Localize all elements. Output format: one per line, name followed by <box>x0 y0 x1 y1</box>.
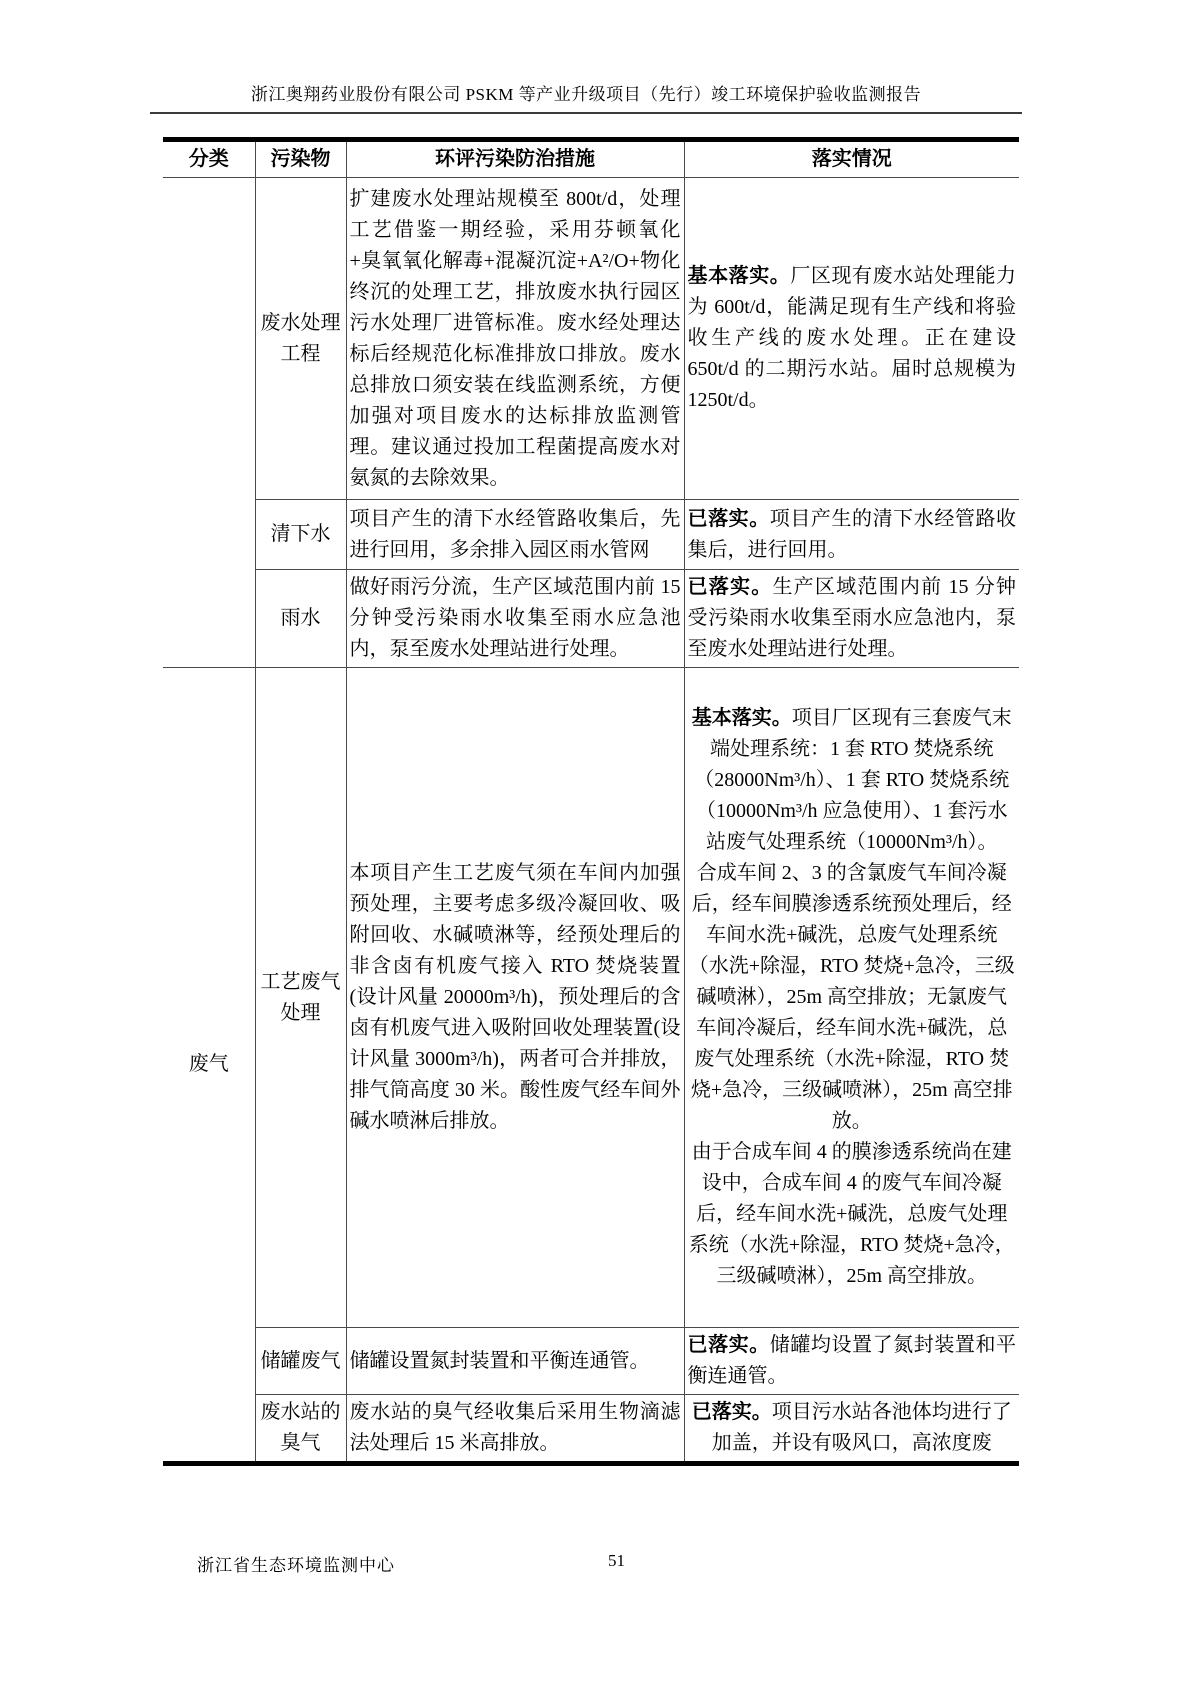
measures-table <box>163 137 1019 1466</box>
pollutant-cell: 工艺废气处理 <box>255 668 346 1328</box>
header-divider <box>150 112 1022 114</box>
page-title: 浙江奥翔药业股份有限公司 PSKM 等产业升级项目（先行）竣工环境保护验收监测报告 <box>250 85 922 104</box>
measure-cell: 扩建废水处理站规模至 800t/d，处理工艺借鉴一期经验，采用芬顿氧化+臭氧氧化解毒+混凝沉淀+A²/O+物化终沉的处理工艺，排放废水执行园区污水处理厂进管标准。废水经处理达标后经规范化标准排放口排放。废水总排放口须安装在线监测系统，方便加强对项目废水的达标排放监测管理。建议通过投加工程菌提高废水对氨氮的去除效果。 <box>346 178 684 500</box>
status-cell <box>684 1395 1019 1464</box>
status-lead: 基本落实。 <box>687 265 791 287</box>
column-header-measures: 环评污染防治措施 <box>346 140 684 178</box>
table-header-row <box>163 140 1019 178</box>
pollutant-cell: 储罐废气 <box>255 1328 346 1395</box>
column-header-category: 分类 <box>163 140 255 178</box>
status-lead: 已落实。 <box>687 1334 770 1356</box>
category-cell-wastewater <box>163 178 255 668</box>
pollutant-cell: 雨水 <box>255 570 346 668</box>
status-text: 厂区现有废水站处理能力为 600t/d，能满足现有生产线和将验收生产线的废水处理。正在建设 650t/d 的二期污水站。届时总规模为 1250t/d。 <box>687 265 1017 411</box>
status-lead: 基本落实。 <box>691 707 792 729</box>
status-cell <box>684 500 1019 570</box>
measure-cell: 废水站的臭气经收集后采用生物滴滤法处理后 15 米高排放。 <box>346 1395 684 1464</box>
column-header-pollutant: 污染物 <box>255 140 346 178</box>
status-paragraph: 由于合成车间 4 的膜渗透系统尚在建设中，合成车间 4 的废气车间冷凝后，经车间水洗+碱洗，总废气处理系统（水洗+除湿，RTO 焚烧+急冷，三级碱喷淋），25m 高空排放。 <box>688 1141 1015 1287</box>
status-paragraph: 合成车间 2、3 的含氯废气车间冷凝后，经车间膜渗透系统预处理后，经车间水洗+碱洗，总废气处理系统（水洗+除湿，RTO 焚烧+急冷，三级碱喷淋），25m 高空排放；无氯废气车间冷凝后，经车间水洗+碱洗，总废气处理系统（水洗+除湿，RTO 焚烧+急冷，三级碱喷淋），25m 高空排放。 <box>688 862 1015 1132</box>
status-lead: 已落实。 <box>691 1401 772 1423</box>
status-cell <box>684 570 1019 668</box>
footer-page-number: 51 <box>608 1551 625 1570</box>
status-cell <box>684 668 1019 1328</box>
column-header-status: 落实情况 <box>684 140 1019 178</box>
pollutant-cell: 清下水 <box>255 500 346 570</box>
table-row-wastewater-plant <box>163 178 1019 500</box>
status-text: 生产区域范围内前 15 分钟受污染雨水收集至雨水应急池内，泵至废水处理站进行处理。 <box>687 576 1017 660</box>
status-text: 项目厂区现有三套废气末端处理系统：1 套 RTO 焚烧系统（28000Nm³/h）、1 套 RTO 焚烧系统（10000Nm³/h 应急使用）、1 套污水站废气处理系统（10000Nm³/h）。 <box>694 707 1012 853</box>
status-lead: 已落实。 <box>687 507 770 530</box>
status-lead: 已落实。 <box>687 576 773 598</box>
pollutant-cell: 废水站的臭气 <box>255 1395 346 1464</box>
status-text: 储罐均设置了氮封装置和平衡连通管。 <box>687 1334 1017 1387</box>
table-row-clean-water <box>163 500 1019 570</box>
pollutant-cell: 废水处理工程 <box>255 178 346 500</box>
status-text: 项目污水站各池体均进行了加盖，并设有吸风口，高浓度废 <box>711 1401 1012 1454</box>
table-row-tank-gas <box>163 1328 1019 1395</box>
table-row-process-gas <box>163 668 1019 1328</box>
status-text: 项目产生的清下水经管路收集后，进行回用。 <box>687 507 1017 561</box>
table-row-rainwater <box>163 570 1019 668</box>
status-cell <box>684 1328 1019 1395</box>
measure-cell: 储罐设置氮封装置和平衡连通管。 <box>346 1328 684 1395</box>
measure-cell: 做好雨污分流，生产区域范围内前 15 分钟受污染雨水收集至雨水应急池内，泵至废水处理站进行处理。 <box>346 570 684 668</box>
footer-organization: 浙江省生态环境监测中心 <box>197 1556 395 1575</box>
status-cell <box>684 178 1019 500</box>
table-row-odor <box>163 1395 1019 1464</box>
category-cell-waste-gas: 废气 <box>163 668 255 1464</box>
measure-cell: 项目产生的清下水经管路收集后，先进行回用，多余排入园区雨水管网 <box>346 500 684 570</box>
measure-cell: 本项目产生工艺废气须在车间内加强预处理，主要考虑多级冷凝回收、吸附回收、水碱喷淋等，经预处理后的非含卤有机废气接入 RTO 焚烧装置(设计风量 20000m³/h)，预处理后的含卤有机废气进入吸附回收处理装置(设计风量 3000m³/h)，两者可合并排放，排气筒高度 30 米。酸性废气经车间外碱水喷淋后排放。 <box>346 668 684 1328</box>
